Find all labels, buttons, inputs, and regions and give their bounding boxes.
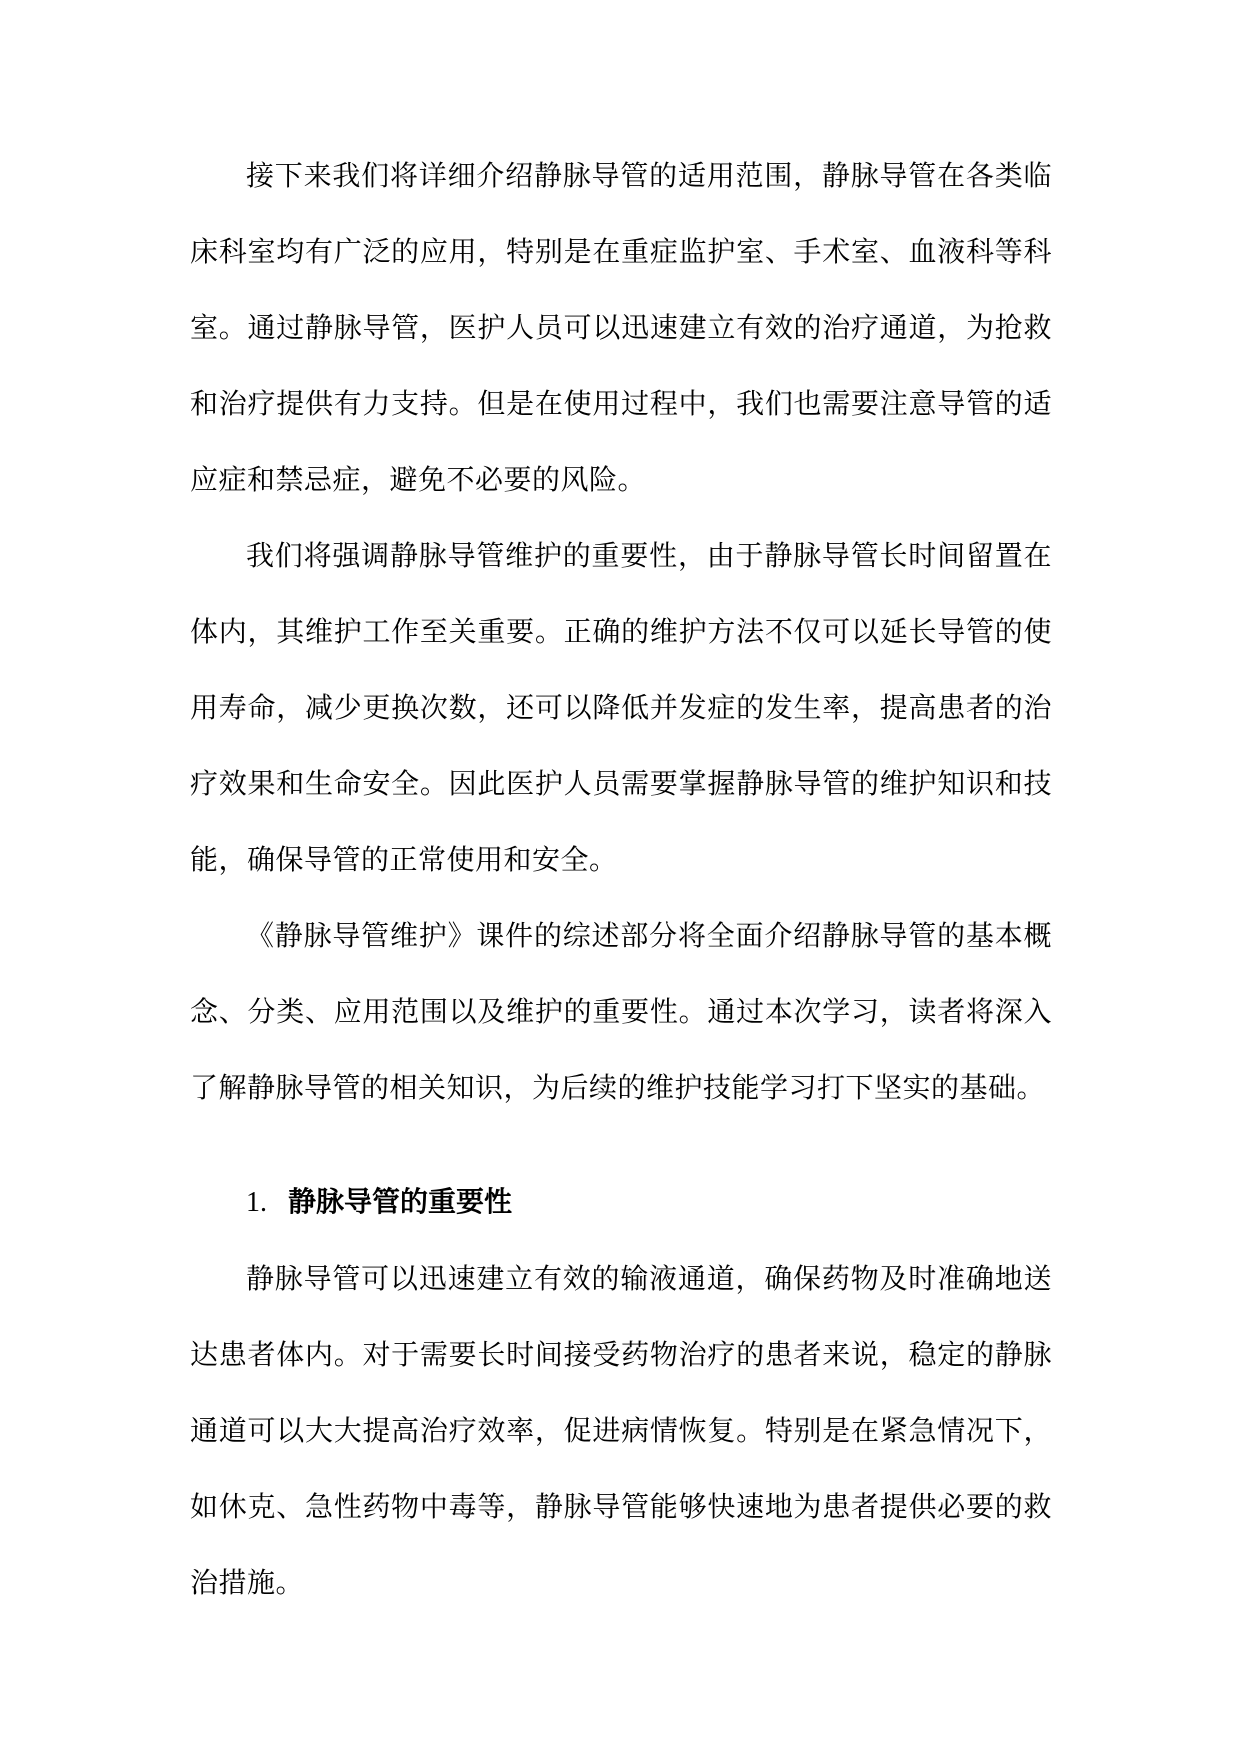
paragraph-maintenance-importance: 我们将强调静脉导管维护的重要性，由于静脉导管长时间留置在体内，其维护工作至关重要。正确的维护方法不仅可以延长导管的使用寿命，减少更换次数，还可以降低并发症的发生率，提高患者的治疗效果和生命安全。因此医护人员需要掌握静脉导管的维护知识和技能，确保导管的正常使用和安全。: [190, 539, 1052, 876]
paragraph-summary: 《静脉导管维护》课件的综述部分将全面介绍静脉导管的基本概念、分类、应用范围以及维护的重要性。通过本次学习，读者将深入了解静脉导管的相关知识，为后续的维护技能学习打下坚实的基础。: [190, 919, 1052, 1104]
paragraph-catheter-importance: 静脉导管可以迅速建立有效的输液通道，确保药物及时准确地送达患者体内。对于需要长时间接受药物治疗的患者来说，稳定的静脉通道可以大大提高治疗效率，促进病情恢复。特别是在紧急情况下，如休克、急性药物中毒等，静脉导管能够快速地为患者提供必要的救治措施。: [190, 1262, 1052, 1599]
document-body: [190, 138, 1052, 1621]
paragraph-scope: 接下来我们将详细介绍静脉导管的适用范围，静脉导管在各类临床科室均有广泛的应用，特别是在重症监护室、手术室、血液科等科室。通过静脉导管，医护人员可以迅速建立有效的治疗通道，为抢救和治疗提供有力支持。但是在使用过程中，我们也需要注意导管的适应症和禁忌症，避免不必要的风险。: [190, 159, 1052, 496]
section-heading: [190, 1164, 1052, 1241]
section-number: 1.: [246, 1187, 267, 1218]
section-title: 静脉导管的重要性: [288, 1185, 513, 1218]
